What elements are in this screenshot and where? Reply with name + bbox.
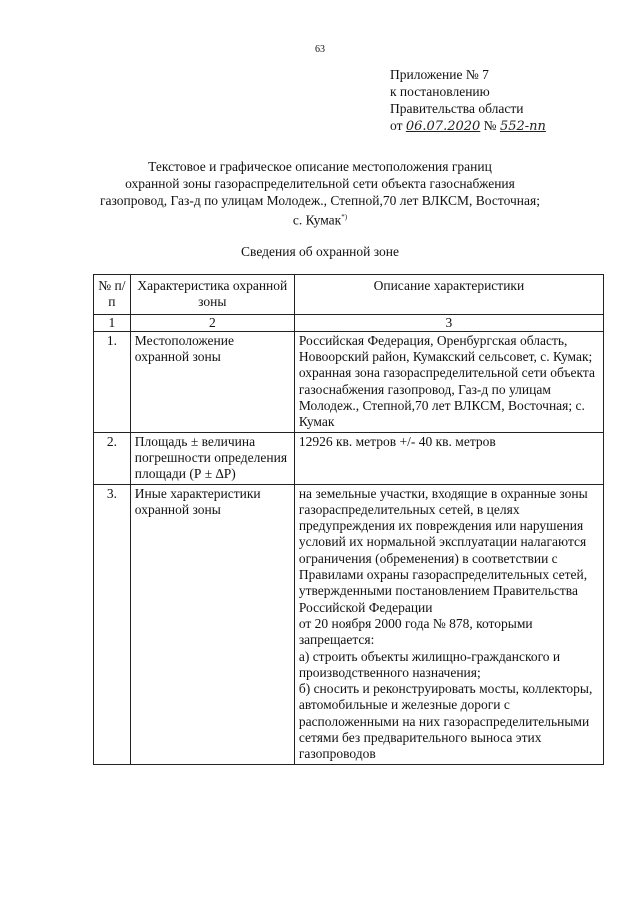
row-number: 1. — [94, 331, 131, 432]
description-paragraph: от 20 ноября 2000 года № 878, которыми запрещается: — [298, 615, 533, 648]
appendix-block — [390, 66, 546, 135]
row-description: Российская Федерация, Оренбургская область, Новоорский район, Кумакский сельсовет, с. Кумак; охранная зона газораспределительной сети объекта газоснабжения газопровод, Газ-д по улицам Молодеж., Степной,70 лет ВЛКСМ, Восточная; с. Кумак — [294, 331, 603, 432]
appendix-date-line — [390, 117, 546, 135]
row-characteristic: Площадь ± величина погрешности определения площади (Р ± ∆Р) — [130, 432, 294, 484]
row-description: 12926 кв. метров +/- 40 кв. метров — [294, 432, 603, 484]
title-line-2: охранной зоны газораспределительной сети объекта газоснабжения — [125, 176, 515, 191]
description-paragraph: б) сносить и реконструировать мосты, коллекторы, автомобильные и железные дороги с расположенными на них газораспределительными сетями без предварительного выноса этих газопроводов — [298, 681, 593, 762]
appendix-line-2: к постановлению — [390, 84, 490, 99]
row-characteristic: Иные характеристики охранной зоны — [130, 484, 294, 764]
title-line-3: газопровод, Газ-д по улицам Молодеж., Степной,70 лет ВЛКСМ, Восточная; — [100, 193, 540, 208]
table-row — [94, 331, 604, 432]
number-label: № — [483, 118, 497, 133]
section-title: Сведения об охранной зоне — [241, 244, 399, 259]
column-number: 1 — [94, 314, 131, 331]
description-paragraph: а) строить объекты жилищно-гражданского и производственного назначения; — [298, 648, 561, 680]
header-num: № п/п — [94, 275, 131, 315]
row-number: 2. — [94, 432, 131, 484]
appendix-line-1: Приложение № 7 — [390, 67, 489, 82]
header-description: Описание характеристики — [294, 275, 603, 315]
document-title — [80, 158, 560, 229]
table-row — [94, 432, 604, 484]
handwritten-date: 06.07.2020 — [405, 119, 481, 134]
column-number: 2 — [130, 314, 294, 331]
column-number: 3 — [294, 314, 603, 331]
appendix-line-3: Правительства области — [390, 101, 524, 116]
table-header-row — [94, 275, 604, 315]
footnote-mark: *) — [341, 213, 348, 221]
column-number-row — [94, 314, 604, 331]
title-line-4 — [80, 209, 560, 229]
from-label: от — [390, 118, 403, 133]
title-village: с. Кумак — [292, 212, 342, 228]
row-number: 3. — [94, 484, 131, 764]
row-characteristic: Местоположение охранной зоны — [130, 331, 294, 432]
description-paragraph: на земельные участки, входящие в охранные зоны газораспределительных сетей, в целях предупреждения их повреждения или нарушения условий их нормальной эксплуатации налагаются ограничения (обременения) в соответствии с Правилами охраны газораспределительных сетей, утвержденными постановлением Правительства Российской Федерации — [298, 485, 588, 615]
zone-info-table — [93, 274, 604, 765]
page-number: 63 — [315, 44, 325, 55]
handwritten-number: 552-пп — [499, 119, 546, 134]
header-characteristic: Характеристика охранной зоны — [130, 275, 294, 315]
table-row — [94, 484, 604, 764]
title-line-1: Текстовое и графическое описание местоположения границ — [148, 159, 492, 174]
row-description — [294, 484, 603, 764]
